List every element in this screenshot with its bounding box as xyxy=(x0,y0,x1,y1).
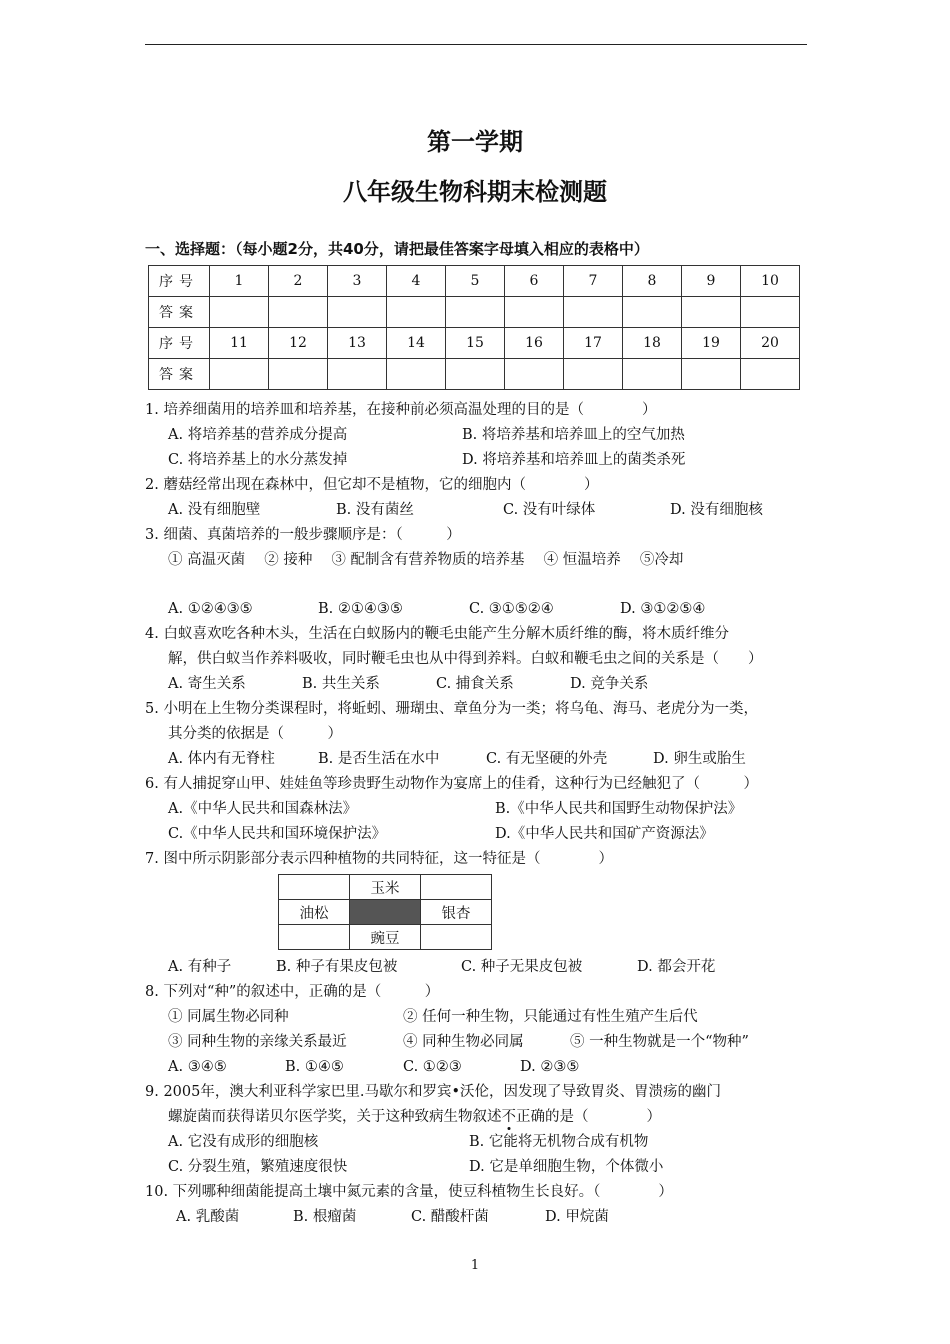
question-4-option-b: B. 共生关系 xyxy=(302,676,380,692)
question-9-stem-tail: 正确的是（ ） xyxy=(516,1109,661,1125)
answer-cell[interactable] xyxy=(210,297,269,328)
question-10-stem: 10. 下列哪种细菌能提高土壤中氮元素的含量，使豆科植物生长良好。（ ） xyxy=(145,1184,673,1200)
answer-cell[interactable] xyxy=(387,297,446,328)
question-5-option-c: C. 有无坚硬的外壳 xyxy=(486,751,608,767)
page-number: 1 xyxy=(470,1258,480,1273)
question-3-option-a: A. ①②④③⑤ xyxy=(168,601,253,617)
question-2-option-a: A. 没有细胞壁 xyxy=(168,502,261,518)
question-5-stem-cont: 其分类的依据是（ ） xyxy=(168,726,342,742)
answer-cell[interactable] xyxy=(446,359,505,390)
question-8-item-4: ④ 同种生物必同属 xyxy=(403,1034,524,1050)
question-1-option-d: D. 将培养基和培养皿上的菌类杀死 xyxy=(462,452,686,468)
question-number: 17 xyxy=(564,328,623,359)
question-7-option-c: C. 种子无果皮包被 xyxy=(461,959,583,975)
question-3-option-c: C. ③①⑤②④ xyxy=(469,601,554,617)
answer-cell[interactable] xyxy=(682,359,741,390)
question-8-option-c: C. ①②③ xyxy=(403,1059,462,1075)
header-rule xyxy=(145,44,807,45)
question-5-option-b: B. 是否生活在水中 xyxy=(318,751,440,767)
answer-cell[interactable] xyxy=(564,297,623,328)
question-3-option-b: B. ②①④③⑤ xyxy=(318,601,403,617)
question-number: 4 xyxy=(387,266,446,297)
question-3-steps: ① 高温灭菌 ② 接种 ③ 配制含有营养物质的培养基 ④ 恒温培养 ⑤冷却 xyxy=(168,552,684,568)
question-9-stem-text: 螺旋菌而获得诺贝尔医学奖，关于这种致病生物叙述 xyxy=(168,1109,502,1125)
answer-table-number-row-2 xyxy=(149,328,800,359)
section-heading: 一、选择题：（每小题2分，共40分，请把最佳答案字母填入相应的表格中） xyxy=(145,240,649,258)
question-1-option-a: A. 将培养基的营养成分提高 xyxy=(168,427,348,443)
question-7-option-a: A. 有种子 xyxy=(168,959,232,975)
number-label: 序号 xyxy=(149,266,210,297)
question-6-stem: 6. 有人捕捉穿山甲、娃娃鱼等珍贵野生动物作为宴席上的佳肴，这种行为已经触犯了（ ） xyxy=(145,776,758,792)
question-10-option-a: A. 乳酸菌 xyxy=(176,1209,240,1225)
question-number: 15 xyxy=(446,328,505,359)
question-1-stem: 1. 培养细菌用的培养皿和培养基，在接种前必须高温处理的目的是（ ） xyxy=(145,402,657,418)
diagram-label-corn: 玉米 xyxy=(350,875,421,900)
answer-cell[interactable] xyxy=(564,359,623,390)
answer-cell[interactable] xyxy=(446,297,505,328)
diagram-cell-empty xyxy=(279,925,350,950)
question-3-stem: 3. 细菌、真菌培养的一般步骤顺序是：（ ） xyxy=(145,527,461,543)
question-number: 10 xyxy=(741,266,800,297)
question-number: 16 xyxy=(505,328,564,359)
question-8-stem: 8. 下列对“种”的叙述中，正确的是（ ） xyxy=(145,984,440,1000)
question-8-item-1: ① 同属生物必同种 xyxy=(168,1009,289,1025)
question-8-item-5: ⑤ 一种生物就是一个“物种” xyxy=(570,1034,749,1050)
answer-cell[interactable] xyxy=(269,297,328,328)
answer-table-answer-row-1 xyxy=(149,297,800,328)
answer-cell[interactable] xyxy=(741,359,800,390)
question-6-option-d: D.《中华人民共和国矿产资源法》 xyxy=(495,826,714,842)
answer-cell[interactable] xyxy=(387,359,446,390)
question-9-option-b: B. 它能将无机物合成有机物 xyxy=(469,1134,649,1150)
question-7-stem: 7. 图中所示阴影部分表示四种植物的共同特征，这一特征是（ ） xyxy=(145,851,613,867)
question-7-option-b: B. 种子有果皮包被 xyxy=(276,959,398,975)
diagram-shaded-common-feature xyxy=(350,900,421,925)
answer-cell[interactable] xyxy=(210,359,269,390)
question-number: 12 xyxy=(269,328,328,359)
question-9-emphasis-not: 不 xyxy=(501,1109,516,1125)
question-2-option-c: C. 没有叶绿体 xyxy=(503,502,596,518)
question-number: 18 xyxy=(623,328,682,359)
question-number: 9 xyxy=(682,266,741,297)
diagram-label-pea: 豌豆 xyxy=(350,925,421,950)
question-4-option-a: A. 寄生关系 xyxy=(168,676,246,692)
question-5-stem: 5. 小明在上生物分类课程时，将蚯蚓、珊瑚虫、章鱼分为一类；将乌龟、海马、老虎分为一类， xyxy=(145,701,758,717)
answer-label: 答案 xyxy=(149,297,210,328)
question-number: 19 xyxy=(682,328,741,359)
question-9-option-c: C. 分裂生殖，繁殖速度很快 xyxy=(168,1159,348,1175)
question-4-option-d: D. 竞争关系 xyxy=(570,676,649,692)
diagram-cell-empty xyxy=(279,875,350,900)
diagram-label-ginkgo: 银杏 xyxy=(421,900,492,925)
question-8-option-d: D. ②③⑤ xyxy=(520,1059,580,1075)
question-2-option-d: D. 没有细胞核 xyxy=(670,502,763,518)
answer-cell[interactable] xyxy=(682,297,741,328)
question-number: 11 xyxy=(210,328,269,359)
plant-feature-diagram xyxy=(278,874,492,950)
question-9-stem: 9. 2005年，澳大利亚科学家巴里.马歇尔和罗宾•沃伦，因发现了导致胃炎、胃溃疡的幽门 xyxy=(145,1084,722,1100)
question-8-option-b: B. ①④⑤ xyxy=(285,1059,344,1075)
question-8-item-2: ② 任何一种生物，只能通过有性生殖产生后代 xyxy=(403,1009,698,1025)
answer-cell[interactable] xyxy=(328,359,387,390)
question-5-option-d: D. 卵生或胎生 xyxy=(653,751,746,767)
question-9-option-a: A. 它没有成形的细胞核 xyxy=(168,1134,319,1150)
question-7-option-d: D. 都会开花 xyxy=(637,959,716,975)
diagram-cell-empty xyxy=(421,875,492,900)
question-10-option-b: B. 根瘤菌 xyxy=(293,1209,357,1225)
title-exam: 八年级生物科期末检测题 xyxy=(343,178,607,206)
question-number: 20 xyxy=(741,328,800,359)
question-number: 14 xyxy=(387,328,446,359)
title-term: 第一学期 xyxy=(427,128,523,156)
answer-cell[interactable] xyxy=(741,297,800,328)
question-9-stem-cont xyxy=(168,1107,661,1127)
question-number: 2 xyxy=(269,266,328,297)
question-1-option-b: B. 将培养基和培养皿上的空气加热 xyxy=(462,427,685,443)
question-4-option-c: C. 捕食关系 xyxy=(436,676,514,692)
question-number: 5 xyxy=(446,266,505,297)
question-2-option-b: B. 没有菌丝 xyxy=(336,502,414,518)
question-number: 7 xyxy=(564,266,623,297)
answer-cell[interactable] xyxy=(505,359,564,390)
question-1-option-c: C. 将培养基上的水分蒸发掉 xyxy=(168,452,348,468)
answer-cell[interactable] xyxy=(328,297,387,328)
question-6-option-c: C.《中华人民共和国环境保护法》 xyxy=(168,826,387,842)
question-number: 6 xyxy=(505,266,564,297)
answer-cell[interactable] xyxy=(623,359,682,390)
diagram-cell-empty xyxy=(421,925,492,950)
question-6-option-a: A.《中华人民共和国森林法》 xyxy=(168,801,358,817)
answer-table-answer-row-2 xyxy=(149,359,800,390)
answer-cell[interactable] xyxy=(623,297,682,328)
question-number: 8 xyxy=(623,266,682,297)
question-5-option-a: A. 体内有无脊柱 xyxy=(168,751,275,767)
question-2-stem: 2. 蘑菇经常出现在森林中，但它却不是植物，它的细胞内（ ） xyxy=(145,477,599,493)
question-10-option-c: C. 醋酸杆菌 xyxy=(411,1209,489,1225)
diagram-label-pine: 油松 xyxy=(279,900,350,925)
question-6-option-b: B.《中华人民共和国野生动物保护法》 xyxy=(495,801,743,817)
answer-cell[interactable] xyxy=(269,359,328,390)
question-3-option-d: D. ③①②⑤④ xyxy=(620,601,706,617)
question-8-option-a: A. ③④⑤ xyxy=(168,1059,227,1075)
question-9-option-d: D. 它是单细胞生物，个体微小 xyxy=(469,1159,664,1175)
question-number: 3 xyxy=(328,266,387,297)
answer-table xyxy=(148,265,800,390)
question-number: 13 xyxy=(328,328,387,359)
answer-table-number-row-1 xyxy=(149,266,800,297)
answer-label: 答案 xyxy=(149,359,210,390)
question-4-stem-cont: 解，供白蚁当作养料吸收，同时鞭毛虫也从中得到养料。白蚁和鞭毛虫之间的关系是（ ） xyxy=(168,651,763,667)
number-label: 序号 xyxy=(149,328,210,359)
question-4-stem: 4. 白蚁喜欢吃各种木头，生活在白蚁肠内的鞭毛虫能产生分解木质纤维的酶，将木质纤维分 xyxy=(145,626,729,642)
question-10-option-d: D. 甲烷菌 xyxy=(545,1209,609,1225)
question-number: 1 xyxy=(210,266,269,297)
question-8-item-3: ③ 同种生物的亲缘关系最近 xyxy=(168,1034,347,1050)
answer-cell[interactable] xyxy=(505,297,564,328)
